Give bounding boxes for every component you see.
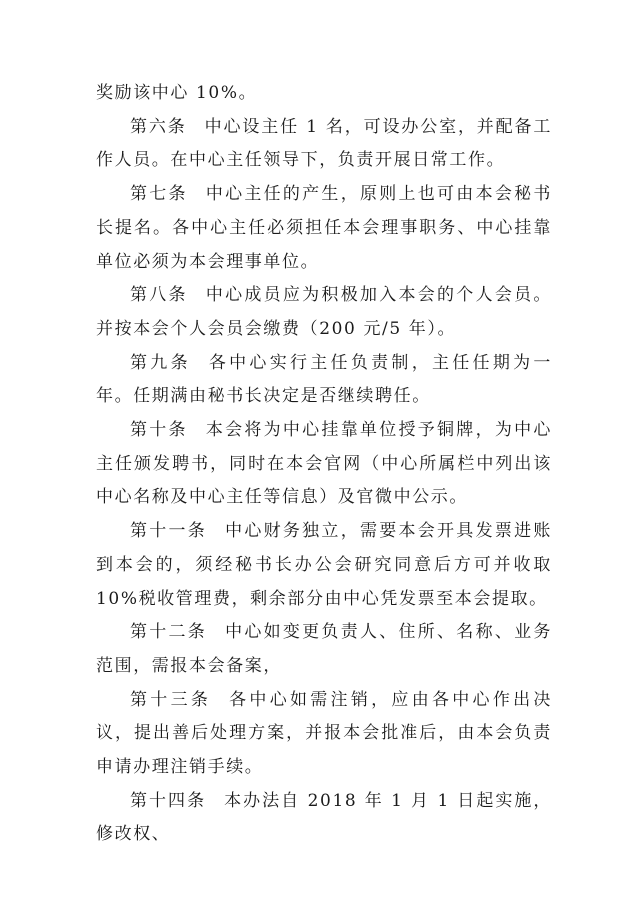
article-11 [96, 515, 552, 616]
article-number: 第十三条 [130, 689, 212, 710]
article-number: 第八条 [130, 285, 188, 306]
article-number: 第七条 [130, 184, 188, 205]
article-number: 第十四条 [130, 790, 207, 811]
article-9 [96, 347, 552, 414]
article-number: 第十一条 [130, 521, 208, 542]
article-10 [96, 414, 552, 515]
article-text: 本办法自 2018 年 1 月 1 日起实施，修改权、 [96, 790, 552, 845]
article-text: 本会将为中心挂靠单位授予铜牌，为中心主任颁发聘书，同时在本会官网（中心所属栏中列出该中心名称及中心主任等信息）及官微中公示。 [96, 420, 552, 508]
article-12 [96, 616, 552, 683]
article-number: 第十条 [130, 420, 188, 441]
article-number: 第十二条 [130, 622, 208, 643]
article-text: 各中心实行主任负责制，主任任期为一年。任期满由秘书长决定是否继续聘任。 [96, 352, 552, 407]
article-number: 第九条 [130, 352, 191, 373]
document-body [96, 77, 552, 852]
article-text: 各中心如需注销，应由各中心作出决议，提出善后处理方案，并报本会批准后，由本会负责申请办理注销手续。 [96, 689, 552, 778]
paragraph-fragment: 奖励该中心 10%。 [96, 83, 258, 103]
article-13 [96, 684, 552, 785]
article-6 [96, 111, 552, 178]
article-8 [96, 279, 552, 346]
article-number: 第六条 [130, 116, 187, 137]
article-text: 中心设主任 1 名，可设办公室，并配备工作人员。在中心主任领导下，负责开展日常工作。 [96, 116, 552, 171]
article-text: 中心如变更负责人、住所、名称、业务范围，需报本会备案， [96, 622, 552, 676]
article-text: 中心主任的产生，原则上也可由本会秘书长提名。各中心主任必须担任本会理事职务、中心挂靠单位必须为本会理事单位。 [96, 184, 552, 272]
article-14 [96, 785, 552, 852]
article-text: 中心财务独立，需要本会开具发票进账到本会的，须经秘书长办公会研究同意后方可并收取 10%税收管理费，剩余部分由中心凭发票至本会提取。 [96, 521, 552, 609]
article-text: 中心成员应为积极加入本会的个人会员。并按本会个人会员会缴费（200 元/5 年）。 [96, 285, 552, 339]
article-7 [96, 178, 552, 279]
